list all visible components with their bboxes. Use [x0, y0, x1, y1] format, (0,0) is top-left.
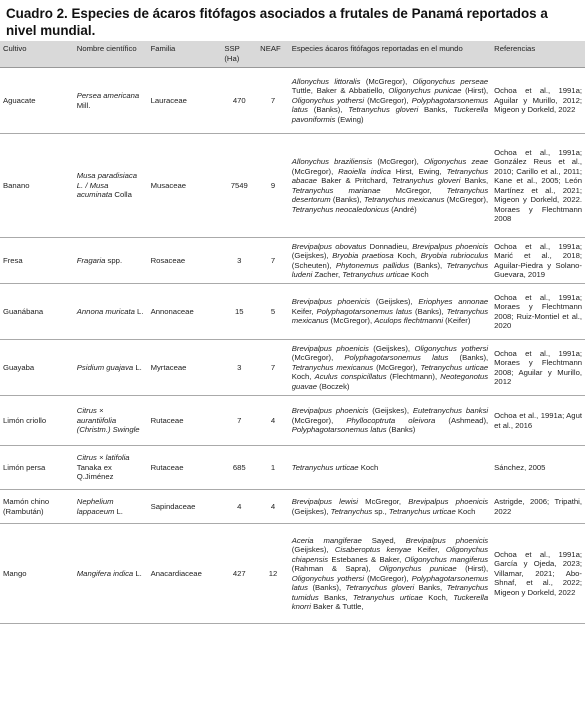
table-row [0, 524, 585, 624]
species-authority: Banks, [418, 105, 454, 115]
species-name: Tetranychus neocaledonicus [291, 204, 389, 214]
species-name: Tetranychus mexicanus [363, 195, 445, 204]
species-authority: McGregor, [380, 185, 447, 195]
species-authority: (McGregor), [444, 195, 489, 204]
cell-neaf: 9 [270, 180, 276, 190]
species-authority: (Hirst), [461, 86, 489, 96]
species-authority: Banks, [414, 583, 447, 592]
species-authority: Keifer, [291, 306, 317, 316]
cell-cultivo: Limón persa [3, 462, 46, 472]
cell-neaf: 5 [270, 306, 276, 316]
species-name: Eriophyes annonae [418, 297, 489, 307]
cell-especies [289, 238, 491, 284]
species-authority: (Geijskes), [291, 251, 333, 260]
species-name: Tetranychus urticae [388, 506, 456, 516]
species-authority: (Banks), [448, 353, 489, 363]
species-name: Tetranychus urticae [420, 362, 489, 372]
cell-nombre-cientifico [74, 446, 148, 490]
header-ssp: SSP (Ha) [221, 41, 257, 68]
species-authority: (Geijskes), [291, 506, 331, 516]
species-authority: Koch, [422, 592, 454, 602]
cell-familia: Rosaceae [150, 255, 186, 265]
cell-cultivo: Guanábana [3, 306, 44, 316]
cell-especies [289, 284, 491, 340]
species-authority: Baker & Pritchard, [317, 176, 392, 185]
cell-familia: Rutaceae [150, 415, 184, 425]
species-authority: Koch, [291, 372, 315, 382]
species-name: Tetranychus gloveri [345, 583, 415, 592]
cell-especies [289, 340, 491, 396]
species-authority: Koch [455, 506, 476, 516]
scientific-authority: Tanaka ex Q.Jiménez [76, 462, 114, 482]
cell-familia: Rutaceae [150, 462, 184, 472]
species-name: Oligonychus punicae [379, 564, 457, 573]
scientific-authority: L. [133, 362, 142, 372]
species-name: Oligonychus perseae [412, 76, 489, 86]
species-name: Brevipalpus phoenicis [291, 406, 369, 416]
cell-referencias: Ochoa et al., 1991a; Aguilar y Murillo, 2012; Migeon y Dorkeld, 2022 [494, 86, 582, 115]
scientific-authority: L. [134, 306, 144, 316]
species-name: Tetranychus gloveri [391, 176, 461, 185]
cell-familia: Myrtaceae [150, 362, 187, 372]
table-body [0, 68, 585, 624]
species-authority: McGregor, [357, 497, 409, 506]
scientific-name: Psidium guajava [76, 362, 134, 372]
cell-nombre-cientifico [74, 284, 148, 340]
species-authority: (McGregor), [328, 316, 375, 326]
cell-referencias: Ochoa et al., 1991a; Agut et al., 2016 [494, 411, 582, 430]
species-name: Tuckerella knorri [291, 592, 489, 611]
table-row [0, 446, 585, 490]
scientific-name: Nephelium lappaceum [76, 497, 115, 516]
species-authority: Banks, [318, 592, 353, 602]
species-name: Aculus conspicillatus [314, 372, 387, 382]
cell-referencias: Astrigde, 2006; Tripathi, 2022 [494, 497, 582, 516]
species-authority: (Banks), [409, 260, 447, 270]
table-row [0, 68, 585, 134]
species-name: Cisaberoptus kenyae [334, 545, 412, 554]
cell-especies [289, 134, 491, 238]
species-authority: (Banks), [412, 306, 447, 316]
cell-familia: Sapindaceae [150, 501, 196, 511]
cell-cultivo: Aguacate [3, 95, 36, 105]
species-authority: (Geijskes), [291, 545, 335, 554]
cell-especies [289, 396, 491, 446]
species-authority: Koch, [393, 251, 421, 260]
scientific-authority: Colla [112, 190, 132, 200]
species-name: Oligonychus chiapensis [291, 545, 489, 564]
species-authority: (Geijskes), [368, 343, 415, 353]
header-referencias: Referencias [491, 41, 585, 68]
species-authority: (Banks), [330, 195, 364, 204]
cell-nombre-cientifico [74, 490, 148, 524]
cell-cultivo: Banano [3, 180, 30, 190]
cell-neaf: 7 [270, 255, 276, 265]
species-name: Brevipalpus phoenicis [291, 343, 369, 353]
species-authority: (Geijskes), [370, 297, 419, 307]
cell-nombre-cientifico [74, 134, 148, 238]
scientific-name: Citrus × latifolia [76, 453, 130, 463]
species-authority: (Scheuten), [291, 260, 336, 270]
species-authority: (Ewing) [335, 114, 364, 124]
species-name: Tetranychus [330, 506, 373, 516]
species-authority: (Hirst), [456, 564, 489, 573]
cell-especies [289, 524, 491, 624]
header-row [0, 41, 585, 68]
cell-neaf: 7 [270, 95, 276, 105]
cell-familia: Lauraceae [150, 95, 187, 105]
cell-familia: Annonaceae [150, 306, 194, 316]
cell-especies [289, 68, 491, 134]
cell-referencias: Ochoa et al., 1991a; Moraes y Flechtmann 2008; Aguilar y Murillo, 2012 [494, 348, 582, 386]
cell-ssp: 4 [237, 501, 242, 511]
scientific-name: Citrus × aurantiifolia (Christm.) Swingle [76, 406, 140, 435]
species-name: Eutetranychus banksi [412, 406, 489, 416]
header-neaf: NEAF [257, 41, 289, 68]
species-name: Tuckerella pavoniformis [291, 105, 489, 124]
cell-ssp: 3 [237, 362, 242, 372]
table-row [0, 238, 585, 284]
table-row [0, 134, 585, 238]
species-authority: (Banks), [308, 583, 346, 592]
species-name: Allonychus braziliensis [291, 157, 373, 166]
scientific-name: Annona muricata [76, 306, 135, 316]
species-authority: (McGregor), [291, 353, 345, 363]
species-authority: Estebanes & Baker, [328, 554, 405, 564]
table-row [0, 490, 585, 524]
species-authority: (Rahman & Sapra), [291, 564, 379, 573]
species-name: Phyllocoptruta oleivora [346, 415, 436, 425]
header-familia: Familia [148, 41, 222, 68]
scientific-name: Mangifera indica [76, 568, 134, 578]
cell-referencias: Sánchez, 2005 [494, 462, 546, 472]
cell-neaf: 4 [270, 415, 276, 425]
cell-neaf: 4 [270, 501, 276, 511]
cell-referencias: Ochoa et al., 1991a; González Reus et al., 2010; Carillo et al., 2011; Kane et al., 2005; León Martínez et al., 2021; Migeon y Dorkeld, 2022. Moraes y Flechtmann 2008 [494, 147, 582, 223]
species-authority: (André) [388, 204, 417, 214]
species-authority: Sayed, [361, 535, 406, 545]
species-name: Polyphagotarsonemus latus [291, 95, 489, 115]
cell-nombre-cientifico [74, 238, 148, 284]
species-name: Tetranychus urticae [342, 270, 410, 279]
species-name: Oligonychus mangiferus [404, 554, 489, 564]
species-authority: Hirst, Ewing, [390, 166, 447, 176]
table-row [0, 396, 585, 446]
cell-referencias: Ochoa et al., 1991a; Marić et al., 2018; Aguilar-Piedra y Solano-Guevara, 2019 [494, 241, 582, 279]
species-name: Tetranychus ludeni [291, 260, 489, 279]
cell-ssp: 470 [232, 95, 246, 105]
scientific-name: Persea americana [76, 91, 140, 100]
species-name: Tetranychus abacae [291, 166, 489, 185]
header-nombre: Nombre científico [74, 41, 148, 68]
header-especies: Especies ácaros fitófagos reportadas en el mundo [289, 41, 491, 68]
cell-nombre-cientifico [74, 340, 148, 396]
scientific-name: Fragaria [76, 255, 106, 265]
cell-ssp: 3 [237, 255, 242, 265]
species-authority: Koch [409, 270, 429, 279]
species-name: Tetranychus urticae [352, 592, 423, 602]
species-authority: (McGregor), [291, 166, 339, 176]
table-row [0, 284, 585, 340]
species-name: Allonychus littoralis [291, 76, 361, 86]
species-name: Tetranychus gloveri [348, 105, 419, 115]
cell-referencias: Ochoa et al., 1991a; García y Ojeda, 2023; Villamar, 2021; Abo-Shnaf, et al., 2022; Migeon y Dorkeld, 2022 [494, 549, 582, 597]
species-name: Phytonemus pallidus [335, 260, 410, 270]
cell-ssp: 7549 [230, 180, 248, 190]
species-name: Tetranychus urticae [291, 462, 359, 472]
species-name: Oligonychus yothersi [291, 573, 365, 583]
cell-ssp: 427 [232, 568, 246, 578]
species-name: Brevipalpus phoenicis [412, 241, 489, 251]
species-name: Oligonychus yothersi [291, 95, 365, 105]
table-title: Cuadro 2. Especies de ácaros fitófagos asociados a frutales de Panamá reportados a nivel mundial. [6, 6, 548, 38]
cell-ssp: 7 [237, 415, 242, 425]
species-authority: Banks, [460, 176, 489, 185]
cell-cultivo: Limón criollo [3, 415, 47, 425]
header-cultivo: Cultivo [0, 41, 74, 68]
species-authority: (McGregor), [360, 76, 413, 86]
cell-neaf: 7 [270, 362, 276, 372]
species-table [0, 41, 585, 624]
species-authority: (Keifer) [443, 316, 471, 326]
species-name: Tetranychus mexicanus [291, 306, 489, 326]
species-name: Bryobia rubrioculus [420, 251, 489, 260]
species-authority: Zacher, [312, 270, 343, 279]
species-authority: (Flechtmann), [386, 372, 441, 382]
species-name: Tetranychus desertorum [291, 185, 489, 204]
table-row [0, 340, 585, 396]
species-authority: (Banks), [308, 105, 349, 115]
species-name: Neotegonotus guavae [291, 372, 489, 391]
species-authority: (Boczek) [317, 381, 350, 391]
cell-cultivo: Guayaba [3, 362, 35, 372]
species-authority: (McGregor), [364, 573, 412, 583]
cell-especies [289, 490, 491, 524]
species-name: Polyphagotarsonemus latus [291, 425, 387, 435]
species-authority: (McGregor), [372, 157, 424, 166]
scientific-name: Musa paradisiaca L. / Musa acuminata [76, 171, 138, 200]
cell-ssp: 15 [234, 306, 244, 316]
species-authority: Tuttle, Baker & Abbatiello, [291, 86, 389, 96]
scientific-authority: Mill. [76, 100, 91, 110]
species-name: Brevipalpus obovatus [291, 241, 367, 251]
scientific-authority: L. [114, 506, 123, 516]
species-authority: (McGregor), [373, 362, 421, 372]
table-header [0, 41, 585, 68]
species-name: Tetranychus tumidus [291, 583, 489, 602]
species-authority: sp., [372, 506, 389, 516]
species-name: Raoiella indica [338, 166, 391, 176]
species-name: Brevipalpus phoenicis [408, 497, 489, 506]
species-name: Aceria mangiferae [291, 535, 362, 545]
cell-neaf: 1 [270, 462, 276, 472]
cell-nombre-cientifico [74, 68, 148, 134]
species-authority: (McGregor), [291, 415, 347, 425]
species-authority: Koch [358, 462, 379, 472]
cell-nombre-cientifico [74, 524, 148, 624]
species-name: Oligonychus punicae [388, 86, 462, 96]
cell-cultivo: Fresa [3, 255, 23, 265]
cell-ssp: 685 [232, 462, 246, 472]
species-name: Bryobia praetiosa [332, 251, 394, 260]
species-name: Tetranychus mexicanus [291, 362, 374, 372]
cell-familia: Anacardiaceae [150, 568, 202, 578]
species-name: Polyphagotarsonemus latus [316, 306, 413, 316]
species-name: Brevipalpus phoenicis [291, 297, 371, 307]
species-authority: (McGregor), [364, 95, 412, 105]
cell-familia: Musaceae [150, 180, 187, 190]
cell-cultivo: Mango [3, 568, 27, 578]
species-authority: Baker & Tuttle, [311, 602, 364, 611]
cell-neaf: 12 [268, 568, 278, 578]
cell-especies [289, 446, 491, 490]
species-name: Oligonychus yothersi [414, 343, 489, 353]
species-authority: (Ashmead), [435, 415, 489, 425]
species-authority: (Geijskes), [368, 406, 413, 416]
cell-nombre-cientifico [74, 396, 148, 446]
species-name: Brevipalpus lewisi [291, 497, 358, 506]
species-name: Polyphagotarsonemus latus [291, 573, 489, 592]
species-authority: Donnadieu, [366, 241, 413, 251]
scientific-authority: L. [133, 568, 142, 578]
scientific-authority: spp. [105, 255, 123, 265]
species-authority: (Banks) [386, 425, 416, 435]
species-name: Oligonychus zeae [423, 157, 489, 166]
cell-cultivo: Mamón chino (Rambután) [3, 497, 50, 516]
cell-referencias: Ochoa et al., 1991a; Moraes y Flechtmann 2008; Ruiz-Montiel et al., 2020 [494, 292, 582, 330]
species-name: Aculops flechtmanni [374, 316, 444, 326]
species-authority: Keifer, [411, 545, 446, 554]
species-name: Polyphagotarsonemus latus [344, 353, 449, 363]
species-name: Tetranychus marianae [291, 185, 381, 195]
species-name: Brevipalpus phoenicis [405, 535, 489, 545]
